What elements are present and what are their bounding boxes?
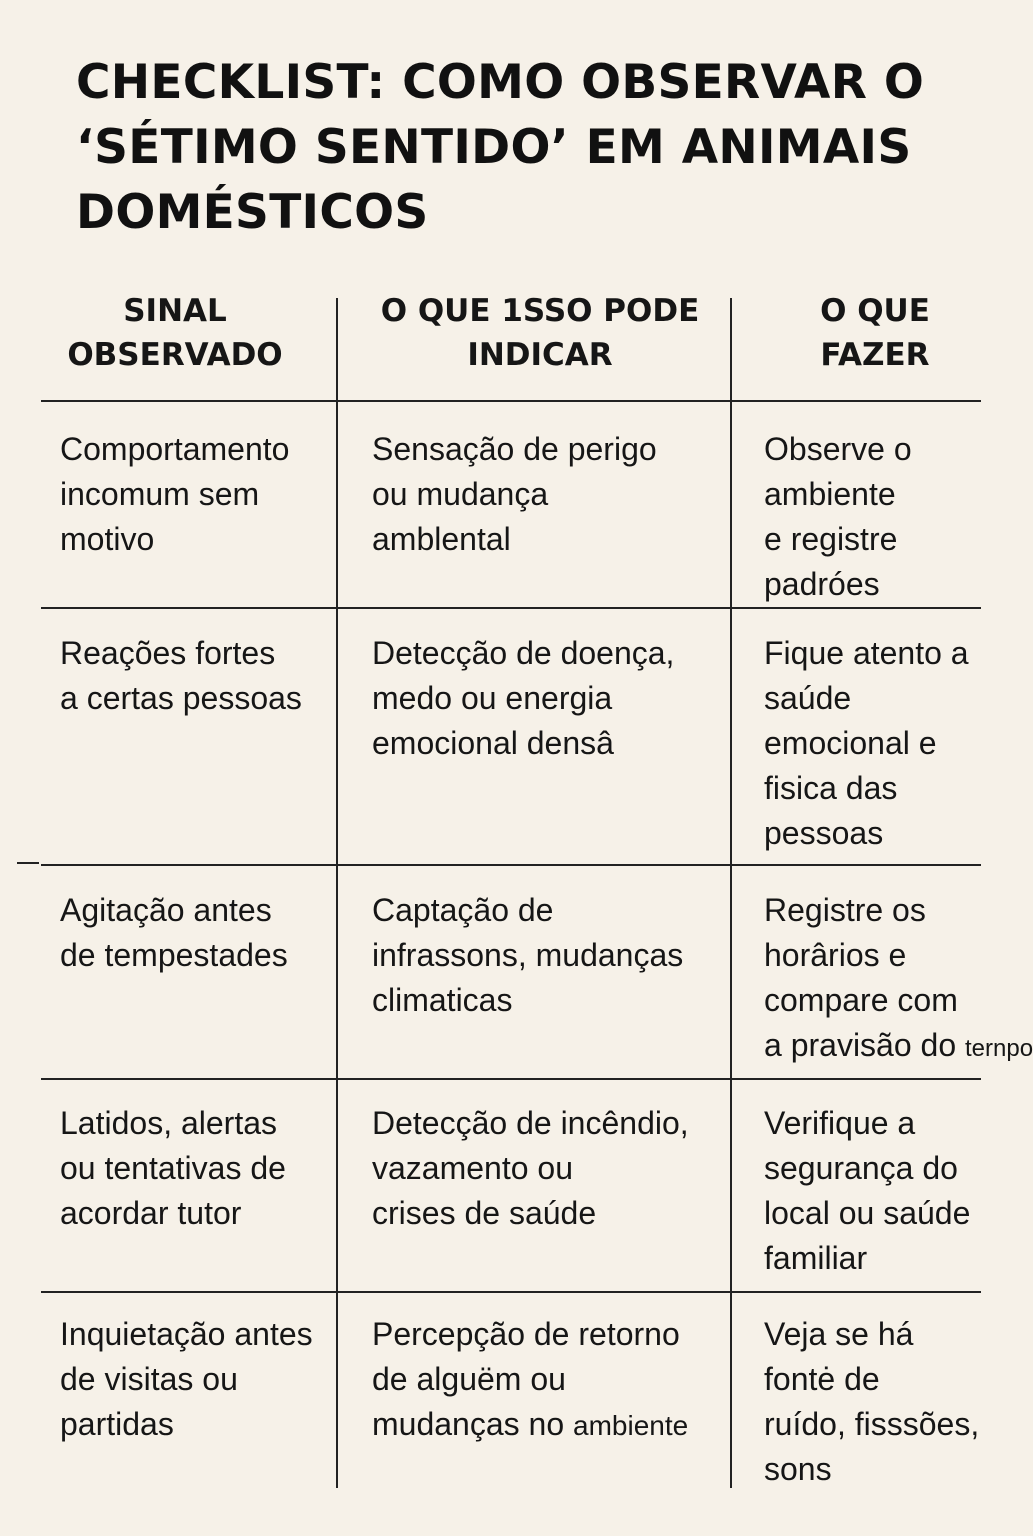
title-line-2: ‘SÉTIMO SENTIDO’ EM ANIMAIS <box>76 120 912 175</box>
column-divider-2 <box>730 298 732 1488</box>
row-divider-4 <box>41 1291 981 1293</box>
header-action: O QUE FAZER <box>820 293 930 373</box>
row-1-signal: Comportamento incomum sem motivo <box>60 431 290 557</box>
row-2-signal: Reações fortes a certas pessoas <box>60 635 302 716</box>
row-4-signal: Latidos, alertas ou tentativas de acordar tutor <box>60 1105 286 1231</box>
row-2-action: Fique atento a saúde emocional e fisica das pessoas <box>764 635 969 851</box>
row-3-action: Registre os horârios e compare com a pravisão do ternpo <box>764 892 1033 1063</box>
row-2-meaning: Detecção de doença, medo ou energia emocional densâ <box>372 635 675 761</box>
title-line-1: CHECKLIST: COMO OBSERVAR O <box>76 55 925 110</box>
row-5-signal: Inquietação antes de visitas ou partidas <box>60 1316 313 1442</box>
row-divider-3 <box>41 1078 981 1080</box>
page-title <box>76 50 976 245</box>
row-3-meaning: Captação de infrassons, mudanças climaticas <box>372 892 684 1018</box>
title-line-3: DOMÉSTICOS <box>76 185 429 240</box>
row-5-meaning: Percepção de retorno de alguëm ou mudanças no ambiente <box>372 1316 689 1442</box>
header-meaning: O QUE 1SSO PODE INDICAR <box>380 293 700 373</box>
header-signal: SINAL OBSERVADO <box>67 293 283 373</box>
row-divider-header <box>41 400 981 402</box>
row-divider-2 <box>41 864 981 866</box>
column-divider-1 <box>336 298 338 1488</box>
row-3-signal: Agitação antes de tempestades <box>60 892 288 973</box>
row-1-action: Observe o ambiente e registre padróes <box>764 431 912 602</box>
row-1-meaning: Sensação de perigo ou mudança amblental <box>372 431 657 557</box>
row-divider-2-stub <box>17 862 39 864</box>
row-divider-1 <box>41 607 981 609</box>
row-4-action: Verifique a segurança do local ou saúde familiar <box>764 1105 971 1276</box>
row-5-action: Veja se há fontė de ruído, fisssões, sons <box>764 1316 980 1487</box>
row-4-meaning: Detecção de incêndio, vazamento ou crises de saúde <box>372 1105 689 1231</box>
